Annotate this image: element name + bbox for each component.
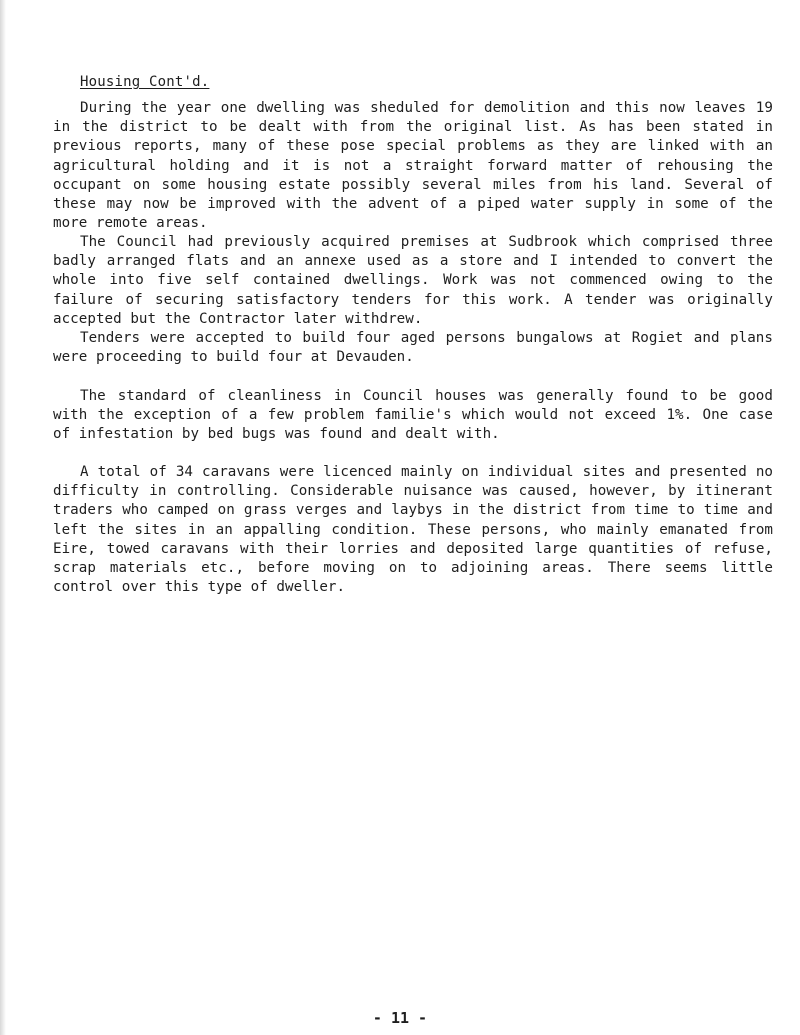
paragraph-caravans: A total of 34 caravans were licenced mainly on individual sites and presented no difficulty in controlling. Considerable nuisance was caused, however, by itinerant traders who camped on grass verges and laybys in the district from time to time and left the sites in an appalling condition. These persons, who mainly emanated from Eire, towed caravans with their lorries and deposited large quantities of refuse, scrap materials etc., before moving on to adjoining areas. There seems little control over this type of dweller. bbox=[53, 464, 773, 596]
page-number: - 11 - bbox=[372, 1009, 428, 1027]
paragraph-tenders: Tenders were accepted to build four aged persons bungalows at Rogiet and plans were proceeding to build four at Devauden. bbox=[53, 330, 773, 366]
section-heading: Housing Cont'd. bbox=[80, 74, 210, 90]
paragraph-sudbrook: The Council had previously acquired premises at Sudbrook which comprised three badly arranged flats and an annexe used as a store and I intended to convert the whole into five self contained dwellings. Work was not commenced owing to the failure of securing satisfactory tenders for this work. A tender was originally accepted but the Contractor later withdrew. bbox=[53, 234, 773, 327]
paragraph-demolition: During the year one dwelling was sheduled for demolition and this now leaves 19 in the district to be dealt with from the original list. As has been stated in previous reports, many of these pose special problems as they are linked with an agricultural holding and it is not a straight forward matter of rehousing the occupant on some housing estate possibly several miles from his land. Several of these may now be improved with the advent of a piped water supply in some of the more remote areas. bbox=[53, 100, 773, 232]
scan-edge-shadow bbox=[0, 0, 6, 1035]
paragraph-cleanliness: The standard of cleanliness in Council houses was generally found to be good with the exception of a few problem familie's which would not exceed 1%. One case of infestation by bed bugs was found and dealt with. bbox=[53, 388, 773, 443]
